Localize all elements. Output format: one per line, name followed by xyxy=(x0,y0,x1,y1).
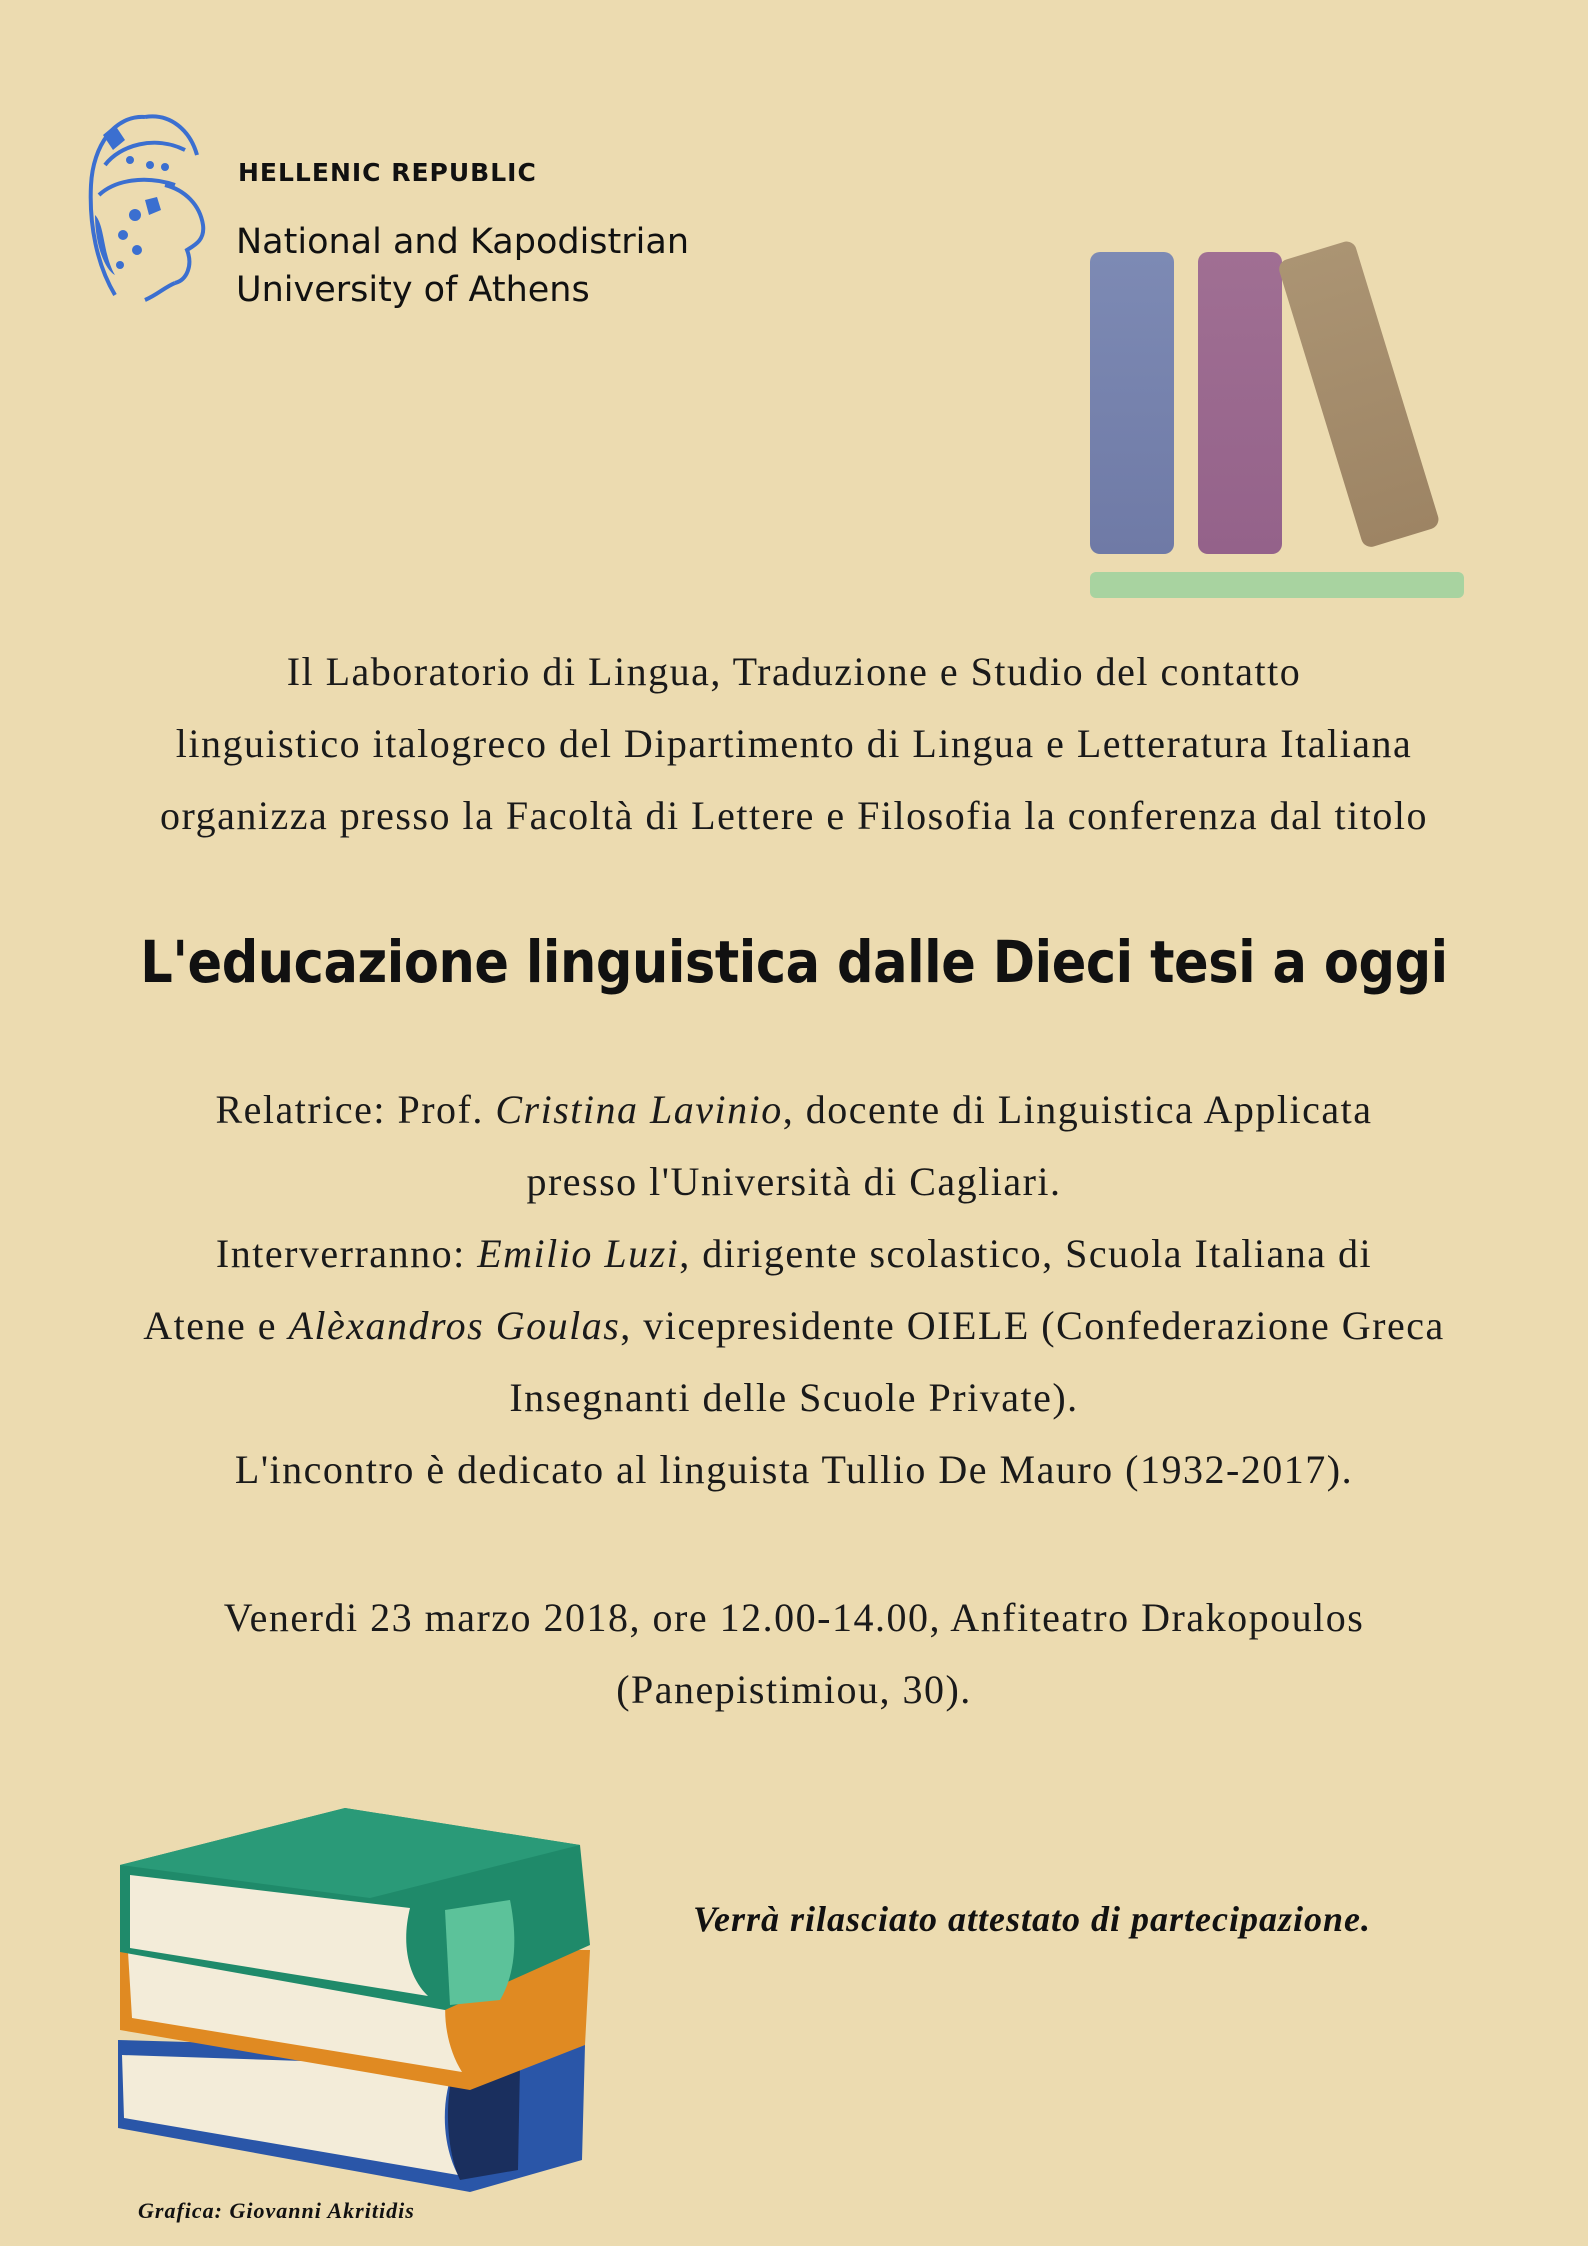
interventi-name-2: Alèxandros Goulas xyxy=(288,1303,621,1348)
relatrice-suffix: , docente di Linguistica Applicata xyxy=(782,1087,1373,1132)
institution-name-line-2: University of Athens xyxy=(236,270,590,310)
relatrice-line xyxy=(0,1086,1588,1133)
interventi-name-1: Emilio Luzi xyxy=(477,1231,680,1276)
conference-title: L'educazione linguistica dalle Dieci tesi a oggi xyxy=(140,928,1448,996)
institution-name-line-1: National and Kapodistrian xyxy=(236,222,690,262)
book-purple xyxy=(1198,252,1282,554)
intro-line-1: Il Laboratorio di Lingua, Traduzione e Studio del contatto xyxy=(286,649,1302,694)
interventi-line-2-prefix: Atene e xyxy=(143,1303,289,1348)
interventi-line-3: Insegnanti delle Scuole Private). xyxy=(509,1375,1079,1420)
certificate-note: Verrà rilasciato attestato di partecipazione. xyxy=(693,1899,1372,1939)
relatrice-affiliation: presso l'Università di Cagliari. xyxy=(526,1159,1062,1204)
shelf xyxy=(1090,572,1464,598)
intro-line-3: organizza presso la Facoltà di Lettere e Filosofia la conferenza dal titolo xyxy=(160,793,1428,838)
interventi-line-2 xyxy=(0,1302,1588,1349)
athena-helmet-logo-icon xyxy=(75,105,215,305)
book-brown xyxy=(1277,239,1441,549)
event-date-line: Venerdi 23 marzo 2018, ore 12.00-14.00, Anfiteatro Drakopoulos xyxy=(223,1595,1365,1640)
interventi-prefix: Interverranno: xyxy=(215,1231,478,1276)
relatrice-prefix: Relatrice: Prof. xyxy=(215,1087,496,1132)
book-blue xyxy=(1090,252,1174,554)
interventi-suffix-1: , dirigente scolastico, Scuola Italiana di xyxy=(679,1231,1373,1276)
interventi-line-1 xyxy=(0,1230,1588,1277)
country-label: HELLENIC REPUBLIC xyxy=(238,158,537,187)
interventi-suffix-2: , vicepresidente OIELE (Confederazione Greca xyxy=(620,1303,1445,1348)
dedication-line: L'incontro è dedicato al linguista Tullio De Mauro (1932-2017). xyxy=(234,1447,1354,1492)
stacked-books-icon xyxy=(110,1800,600,2200)
graphics-credit: Grafica: Giovanni Akritidis xyxy=(138,2198,415,2223)
intro-line-2: linguistico italogreco del Dipartimento di Lingua e Letteratura Italiana xyxy=(175,721,1413,766)
relatrice-name: Cristina Lavinio xyxy=(495,1087,783,1132)
books-on-shelf-icon xyxy=(1080,238,1480,608)
event-address-line: (Panepistimiou, 30). xyxy=(616,1667,972,1712)
